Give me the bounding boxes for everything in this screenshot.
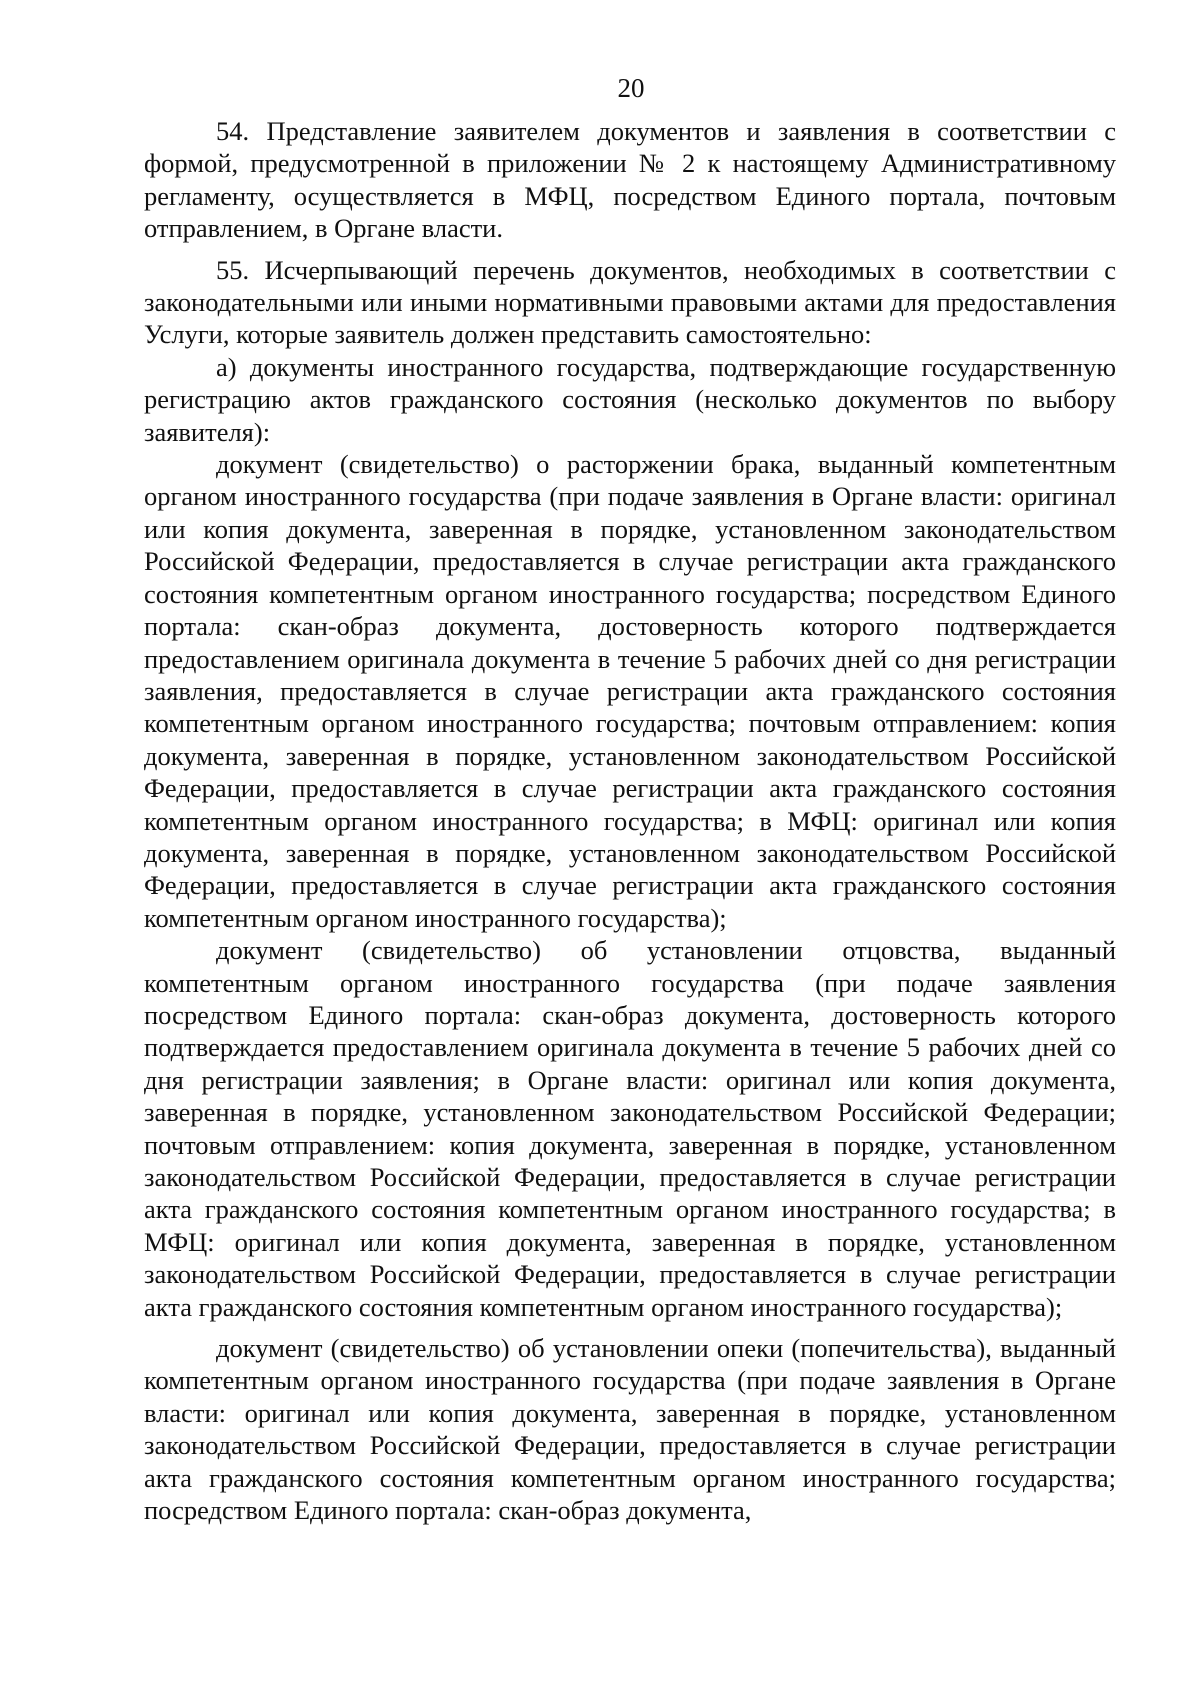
paragraph-guardianship-certificate: документ (свидетельство) об установлении опеки (попечительства), выданный компетентным органом иностранного государства (при подаче заявления в Органе власти: оригинал или копия документа, заверенная в порядке, установленном законодательством Российской Федерации, предоставляется в случае регистрации акта гражданского состояния компетентным органом иностранного государства; посредством Единого портала: скан-образ документа, [144,1333,1116,1526]
paragraph-divorce-certificate: документ (свидетельство) о расторжении брака, выданный компетентным органом иностранного государства (при подаче заявления в Органе власти: оригинал или копия документа, заверенная в порядке, установленном законодательством Российской Федерации, предоставляется в случае регистрации акта гражданского состояния компетентным органом иностранного государства; посредством Единого портала: скан-образ документа, достоверность которого подтверждается предоставлением оригинала документа в течение 5 рабочих дней со дня регистрации заявления, предоставляется в случае регистрации акта гражданского состояния компетентным органом иностранного государства; почтовым отправлением: копия документа, заверенная в порядке, установленном законодательством Российской Федерации, предоставляется в случае регистрации акта гражданского состояния компетентным органом иностранного государства; в МФЦ: оригинал или копия документа, заверенная в порядке, установленном законодательством Российской Федерации, предоставляется в случае регистрации акта гражданского состояния компетентным органом иностранного государства); [144,449,1116,933]
paragraph-54: 54. Представление заявителем документов и заявления в соответствии с формой, предусмотренной в приложении № 2 к настоящему Административному регламенту, осуществляется в МФЦ, посредством Единого портала, почтовым отправлением, в Органе власти. [144,116,1116,244]
document-body [144,115,1116,1526]
paragraph-paternity-certificate: документ (свидетельство) об установлении отцовства, выданный компетентным органом иностранного государства (при подаче заявления посредством Единого портала: скан-образ документа, достоверность которого подтверждается предоставлением оригинала документа в течение 5 рабочих дней со дня регистрации заявления; в Органе власти: оригинал или копия документа, заверенная в порядке, установленном законодательством Российской Федерации; почтовым отправлением: копия документа, заверенная в порядке, установленном законодательством Российской Федерации, предоставляется в случае регистрации акта гражданского состояния компетентным органом иностранного государства; в МФЦ: оригинал или копия документа, заверенная в порядке, установленном законодательством Российской Федерации, предоставляется в случае регистрации акта гражданского состояния компетентным органом иностранного государства); [144,935,1116,1322]
paragraph-55: 55. Исчерпывающий перечень документов, необходимых в соответствии с законодательными или иными нормативными правовыми актами для предоставления Услуги, которые заявитель должен представить самостоятельно: [144,254,1116,350]
paragraph-item-a: а) документы иностранного государства, подтверждающие государственную регистрацию актов гражданского состояния (несколько документов по выбору заявителя): [144,351,1116,447]
page-number: 20 [617,73,645,103]
